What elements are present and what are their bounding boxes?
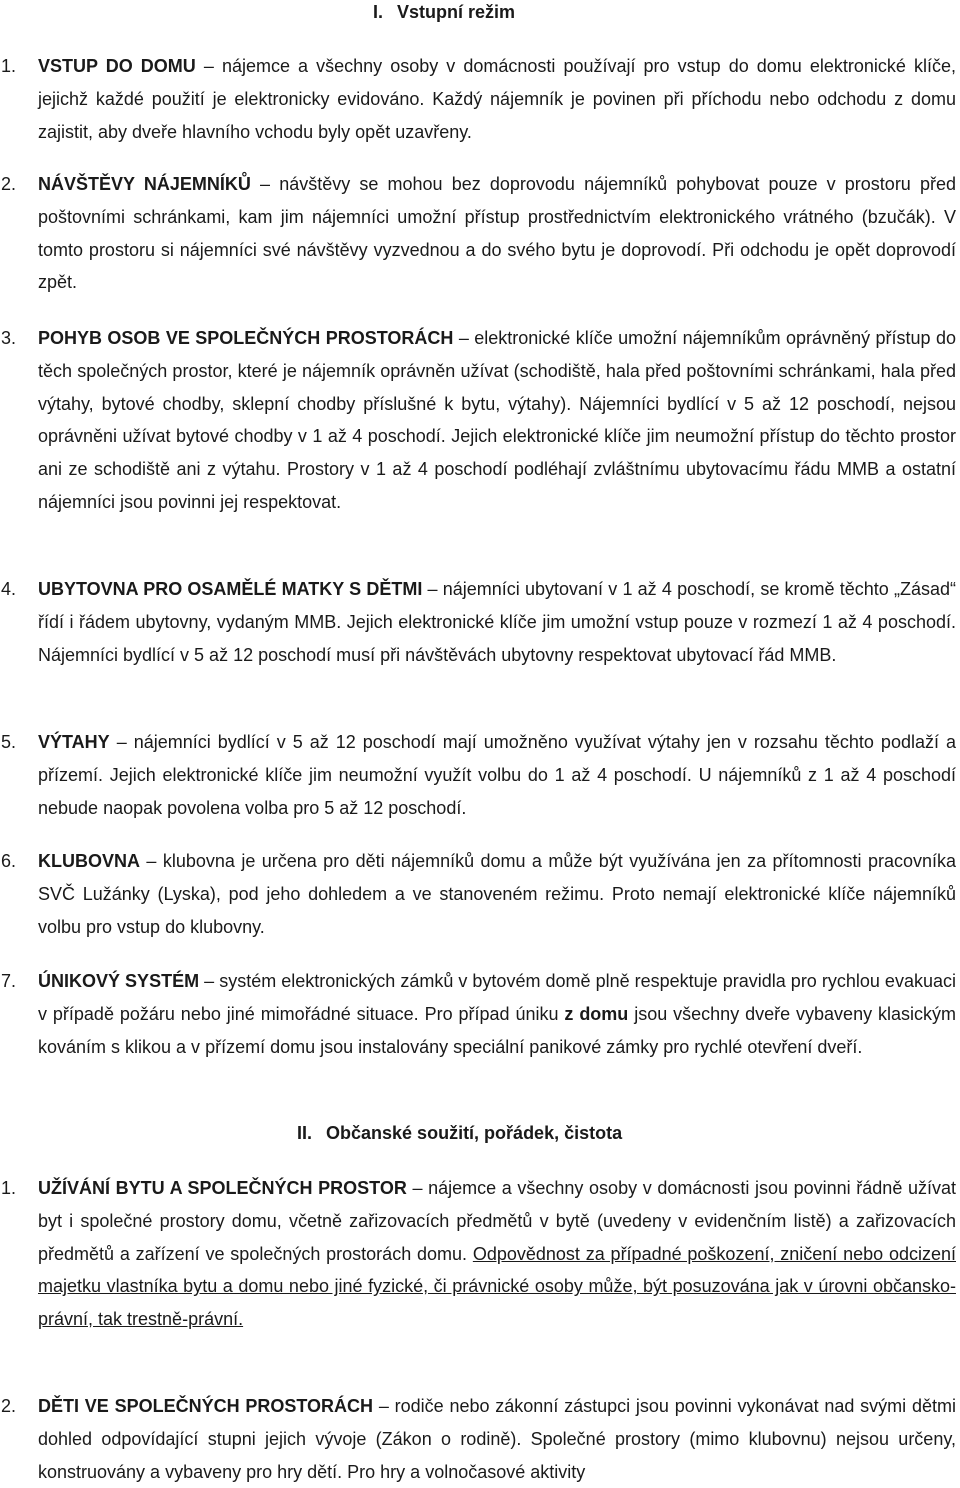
item-body — [38, 168, 956, 299]
item-text: nájemníci bydlící v 5 až 12 poschodí mají umožněno využívat výtahy jen v rozsahu těchto podlaží a přízemí. Jejich elektronické klíče jim neumožní využít volbu do 1 až 4 poschodí. U nájemníků z 1 až 4 poschodí nebude naopak povolena volba pro 5 až 12 poschodí. — [38, 732, 956, 818]
list-item — [0, 845, 960, 944]
dash: – — [204, 971, 215, 991]
item-number: 1. — [1, 56, 17, 76]
item-number: 6. — [1, 851, 17, 871]
section-number: II. — [297, 1123, 313, 1143]
item-body — [38, 726, 956, 824]
item-title: POHYB OSOB VE SPOLEČNÝCH PROSTORÁCH — [38, 328, 454, 348]
item-body — [38, 965, 956, 1063]
list-item — [0, 1172, 960, 1372]
list-item — [0, 573, 960, 705]
dash: – — [427, 579, 438, 599]
item-title: DĚTI VE SPOLEČNÝCH PROSTORÁCH — [38, 1396, 374, 1416]
item-number: 1. — [1, 1178, 17, 1198]
item-body — [38, 573, 956, 671]
item-number: 3. — [1, 328, 17, 348]
section-number: I. — [373, 2, 384, 22]
dash: – — [378, 1396, 389, 1416]
item-text: klubovna je určena pro děti nájemníků domu a může být využívána jen za přítomnosti pracovníka SVČ Lužánky (Lyska), pod jeho dohledem a ve stanoveném režimu. Proto nemají elektronické klíče nájemníků volbu pro vstup do klubovny. — [38, 851, 956, 937]
item-title: UŽÍVÁNÍ BYTU A SPOLEČNÝCH PROSTOR — [38, 1178, 407, 1198]
item-body — [38, 322, 956, 519]
dash: – — [458, 328, 469, 348]
item-text: návštěvy se mohou bez doprovodu nájemníků pohybovat pouze v prostoru před poštovními schránkami, kam jim nájemníci umožní přístup prostřednictvím elektronického vrátného (bzučák). V tomto prostoru si nájemníci své návštěvy vyzvednou a do svého bytu je doprovodí. Při odchodu je opět doprovodí zpět. — [38, 174, 956, 293]
section-heading-1 — [373, 0, 515, 24]
item-body — [38, 1390, 956, 1488]
item-text: nájemníci ubytovaní v 1 až 4 poschodí, se kromě těchto „Zásad“ řídí i řádem ubytovny, vydaným MMB. Jejich elektronické klíče jim umožní vstup pouze v rozmezí 1 až 4 poschodí. Nájemníci bydlící v 5 až 12 poschodí musí při návštěvách ubytovny respektovat ubytovací řád MMB. — [38, 579, 956, 665]
item-title: UBYTOVNA PRO OSAMĚLÉ MATKY S DĚTMI — [38, 579, 423, 599]
section-heading-2 — [297, 1121, 622, 1145]
item-text: elektronické klíče umožní nájemníkům oprávněný přístup do těch společných prostor, které je nájemník oprávněn užívat (schodiště, hala před poštovními schránkami, hala před výtahy, bytové chodby, sklepní chodby příslušné k bytu, výtahy). Nájemníci bydlící v 5 až 12 poschodí, nejsou oprávněni užívat bytové chodby v 1 až 4 poschodí. Jejich elektronické klíče jim neumožní přístup do těchto prostor ani ze schodiště ani z výtahu. Prostory v 1 až 4 poschodí podléhají zvláštnímu ubytovacímu řádu MMB a ostatní nájemníci jsou povinni jej respektovat. — [38, 328, 956, 512]
item-text: jsou všechny dveře vybaveny klasickým kováním s klikou a v přízemí domu jsou instalovány speciální panikové zámky pro rychlé otevření dveří. — [38, 1003, 956, 1057]
item-text: nájemce a všechny osoby v domácnosti jsou povinni řádně užívat byt i společné prostory domu, včetně zařizovacích předmětů v bytě (uvedeny v evidenčním listě) a zařizovacích předmětů a zařízení ve společných prostorách domu. — [38, 1178, 956, 1264]
dash: – — [203, 56, 214, 76]
item-body — [38, 50, 956, 148]
dash: – — [146, 851, 157, 871]
section-title: Občanské soužití, pořádek, čistota — [326, 1123, 623, 1143]
list-item — [0, 965, 960, 1097]
item-title: VSTUP DO DOMU — [38, 56, 196, 76]
item-title: VÝTAHY — [38, 732, 110, 752]
item-title: NÁVŠTĚVY NÁJEMNÍKŮ — [38, 174, 251, 194]
dash: – — [116, 732, 127, 752]
item-number: 7. — [1, 971, 17, 991]
item-title: KLUBOVNA — [38, 851, 140, 871]
list-item — [0, 1390, 960, 1487]
item-text: rodiče nebo zákonní zástupci jsou povinni vykonávat nad svými dětmi dohled odpovídající stupni jejich vývoje (Zákon o rodině). Společné prostory (mimo klubovnu) nejsou určeny, konstruovány a vybaveny pro hry dětí. Pro hry a volnočasové aktivity — [38, 1396, 956, 1482]
item-body — [38, 1172, 956, 1336]
item-number: 2. — [1, 1396, 17, 1416]
item-text-bold: z domu — [564, 1003, 629, 1024]
item-number: 4. — [1, 579, 17, 599]
list-item — [0, 168, 960, 300]
item-number: 2. — [1, 174, 17, 194]
list-item — [0, 726, 960, 825]
item-text: systém elektronických zámků v bytovém domě plně respektuje pravidla pro rychlou evakuaci v případě požáru nebo jiné mimořádné situace. Pro případ úniku — [38, 971, 956, 1024]
dash: – — [412, 1178, 423, 1198]
list-item — [0, 50, 960, 149]
item-body — [38, 845, 956, 943]
dash: – — [260, 174, 271, 194]
list-item — [0, 322, 960, 552]
item-text-underlined: Odpovědnost za případné poškození, zničení nebo odcizení majetku vlastníka bytu a domu nebo jiné fyzické, či právnické osoby může, být posuzována jak v úrovni občansko-právní, tak trestně-právní. — [38, 1243, 956, 1330]
item-title: ÚNIKOVÝ SYSTÉM — [38, 971, 200, 991]
item-number: 5. — [1, 732, 17, 752]
item-text: nájemce a všechny osoby v domácnosti používají pro vstup do domu elektronické klíče, jejichž každé použití je elektronicky evidováno. Každý nájemník je povinen při příchodu nebo odchodu z domu zajistit, aby dveře hlavního vchodu byly opět uzavřeny. — [38, 56, 956, 142]
section-title: Vstupní režim — [397, 2, 516, 22]
